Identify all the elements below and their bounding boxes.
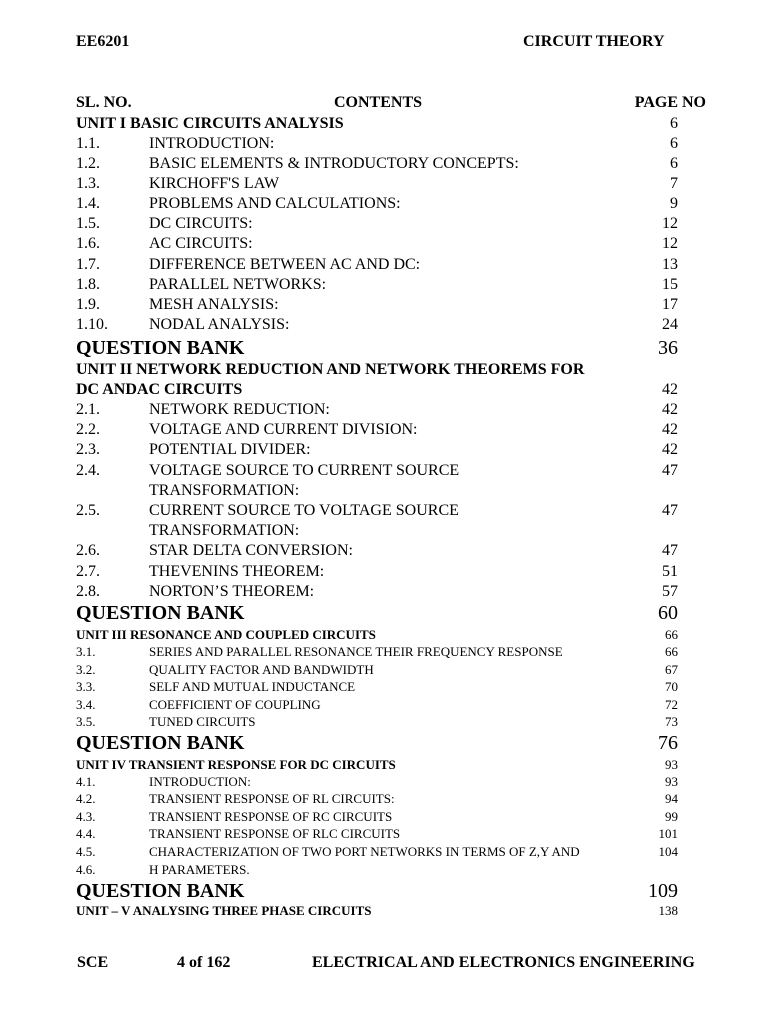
toc-item-number: 1.7.: [76, 256, 100, 273]
toc-item-number: 1.5.: [76, 215, 100, 232]
toc-page-number: 73: [665, 714, 678, 729]
toc-item-row: [76, 791, 706, 808]
toc-page-number: 70: [665, 679, 678, 694]
toc-item-number: 1.4.: [76, 195, 100, 212]
toc-item-title: H PARAMETERS.: [149, 862, 250, 877]
unit-heading-row: [76, 903, 706, 920]
toc-item-row: [76, 155, 706, 175]
toc-item-row: [76, 135, 706, 155]
toc-item-title: INTRODUCTION:: [149, 774, 251, 789]
toc-item-row: [76, 401, 706, 421]
toc-page-number: 6: [670, 135, 678, 152]
toc-page-number: 76: [658, 732, 678, 754]
toc-item-number: 3.2.: [76, 662, 96, 677]
unit-heading-row: [76, 627, 706, 644]
toc-item-number: 1.1.: [76, 135, 100, 152]
unit-heading-row: [76, 361, 706, 381]
toc-item-title: INTRODUCTION:: [149, 135, 275, 152]
toc-item-row: [76, 276, 706, 296]
toc-item-title: PARALLEL NETWORKS:: [149, 276, 327, 293]
toc-page-number: 72: [665, 697, 678, 712]
toc-item-title: QUESTION BANK: [76, 732, 245, 754]
toc-item-title: UNIT IV TRANSIENT RESPONSE FOR DC CIRCUITS: [76, 757, 396, 772]
toc-item-title: STAR DELTA CONVERSION:: [149, 542, 353, 559]
toc-item-title: QUESTION BANK: [76, 880, 245, 902]
toc-item-number: 4.3.: [76, 809, 96, 824]
toc-item-number: 4.2.: [76, 791, 96, 806]
toc-item-title: KIRCHOFF'S LAW: [149, 175, 280, 192]
toc-page-number: 101: [658, 826, 678, 841]
question-bank-row: [76, 602, 706, 626]
toc-page-number: 12: [662, 235, 678, 252]
toc-item-row: [76, 809, 706, 826]
toc-item-title: TRANSIENT RESPONSE OF RLC CIRCUITS: [149, 826, 401, 841]
toc-item-row: [76, 195, 706, 215]
toc-item-title: TUNED CIRCUITS: [149, 714, 256, 729]
toc-page-number: 15: [662, 276, 678, 293]
toc-item-row: [76, 522, 706, 542]
toc-item-number: 2.7.: [76, 563, 100, 580]
toc-item-number: 3.1.: [76, 644, 96, 659]
toc-item-title: VOLTAGE SOURCE TO CURRENT SOURCE: [149, 462, 460, 479]
toc-item-number: 3.4.: [76, 697, 96, 712]
toc-item-row: [76, 679, 706, 696]
col-sl-no: SL. NO.: [76, 94, 132, 111]
toc-page-number: 99: [665, 809, 678, 824]
toc-item-title: NODAL ANALYSIS:: [149, 316, 290, 333]
toc-page-number: 47: [662, 462, 678, 479]
toc-item-row: [76, 662, 706, 679]
toc-item-row: [76, 462, 706, 482]
toc-page-number: 47: [662, 502, 678, 519]
toc-item-number: 2.4.: [76, 462, 100, 479]
toc-item-row: [76, 697, 706, 714]
toc-page-number: 47: [662, 542, 678, 559]
toc-item-title: TRANSFORMATION:: [149, 522, 300, 539]
toc-item-title: NORTON’S THEOREM:: [149, 583, 315, 600]
toc-page-number: 24: [662, 316, 678, 333]
unit-heading-row: [76, 115, 706, 135]
toc-item-title: VOLTAGE AND CURRENT DIVISION:: [149, 421, 418, 438]
toc-item-number: 3.5.: [76, 714, 96, 729]
toc-item-row: [76, 175, 706, 195]
toc-item-number: 4.5.: [76, 844, 96, 859]
toc-item-title: UNIT II NETWORK REDUCTION AND NETWORK THEOREMS FOR: [76, 361, 585, 378]
toc-item-row: [76, 482, 706, 502]
toc-item-row: [76, 563, 706, 583]
toc-page-number: 104: [658, 844, 678, 859]
toc-item-row: [76, 215, 706, 235]
toc-item-title: CURRENT SOURCE TO VOLTAGE SOURCE: [149, 502, 459, 519]
toc-page-number: 67: [665, 662, 678, 677]
toc-item-title: MESH ANALYSIS:: [149, 296, 279, 313]
toc-page-number: 66: [665, 627, 678, 642]
toc-item-number: 2.1.: [76, 401, 100, 418]
toc-item-title: COEFFICIENT OF COUPLING: [149, 697, 321, 712]
toc-item-title: SERIES AND PARALLEL RESONANCE THEIR FREQUENCY RESPONSE: [149, 644, 563, 659]
toc-item-title: PROBLEMS AND CALCULATIONS:: [149, 195, 401, 212]
toc-item-row: [76, 774, 706, 791]
toc-item-title: CHARACTERIZATION OF TWO PORT NETWORKS IN TERMS OF Z,Y AND: [149, 844, 580, 859]
question-bank-row: [76, 732, 706, 756]
toc-item-row: [76, 583, 706, 603]
toc-page-number: 42: [662, 381, 678, 398]
toc-item-row: [76, 296, 706, 316]
toc-page-number: 42: [662, 421, 678, 438]
toc-item-number: 2.6.: [76, 542, 100, 559]
toc-page-number: 42: [662, 441, 678, 458]
toc-item-title: QUESTION BANK: [76, 337, 245, 359]
toc-item-row: [76, 235, 706, 255]
toc-page-number: 57: [662, 583, 678, 600]
toc-item-number: 2.3.: [76, 441, 100, 458]
unit-heading-row: [76, 381, 706, 401]
col-page-no: PAGE NO: [634, 94, 706, 111]
toc-item-title: TRANSIENT RESPONSE OF RC CIRCUITS: [149, 809, 393, 824]
toc-item-title: DC ANDAC CIRCUITS: [76, 381, 243, 398]
toc-item-title: QUESTION BANK: [76, 602, 245, 624]
toc-item-title: UNIT III RESONANCE AND COUPLED CIRCUITS: [76, 627, 376, 642]
toc-item-number: 1.3.: [76, 175, 100, 192]
toc-page-number: 36: [658, 337, 678, 359]
toc-item-row: [76, 256, 706, 276]
toc-item-title: POTENTIAL DIVIDER:: [149, 441, 311, 458]
toc-item-row: [76, 644, 706, 661]
toc-item-title: TRANSIENT RESPONSE OF RL CIRCUITS:: [149, 791, 395, 806]
toc-item-number: 2.8.: [76, 583, 100, 600]
toc-item-number: 1.10.: [76, 316, 108, 333]
toc-item-number: 4.6.: [76, 862, 96, 877]
toc-page-number: 13: [662, 256, 678, 273]
toc-item-title: AC CIRCUITS:: [149, 235, 253, 252]
toc-item-number: 2.5.: [76, 502, 100, 519]
toc-page-number: 51: [662, 563, 678, 580]
toc-item-row: [76, 441, 706, 461]
toc-item-title: UNIT I BASIC CIRCUITS ANALYSIS: [76, 115, 344, 132]
toc-item-title: NETWORK REDUCTION:: [149, 401, 330, 418]
toc-page-number: 9: [670, 195, 678, 212]
question-bank-row: [76, 337, 706, 361]
footer-institution: SCE: [77, 954, 109, 971]
toc-item-number: 3.3.: [76, 679, 96, 694]
toc-item-row: [76, 862, 706, 879]
toc-item-row: [76, 844, 706, 861]
toc-item-title: SELF AND MUTUAL INDUCTANCE: [149, 679, 356, 694]
toc-page-number: 94: [665, 791, 678, 806]
toc-item-number: 4.1.: [76, 774, 96, 789]
col-contents: CONTENTS: [334, 94, 423, 111]
toc-item-number: 1.6.: [76, 235, 100, 252]
toc-item-title: TRANSFORMATION:: [149, 482, 300, 499]
toc-page-number: 42: [662, 401, 678, 418]
toc-page-number: 93: [665, 757, 678, 772]
unit-heading-row: [76, 757, 706, 774]
toc-item-title: DIFFERENCE BETWEEN AC AND DC:: [149, 256, 421, 273]
toc-page-number: 7: [670, 175, 678, 192]
toc-page-number: 17: [662, 296, 678, 313]
toc-item-row: [76, 542, 706, 562]
toc-page-number: 6: [670, 155, 678, 172]
toc-item-title: BASIC ELEMENTS & INTRODUCTORY CONCEPTS:: [149, 155, 519, 172]
toc-item-number: 1.2.: [76, 155, 100, 172]
toc-item-title: QUALITY FACTOR AND BANDWIDTH: [149, 662, 374, 677]
toc-item-number: 1.8.: [76, 276, 100, 293]
footer-page-indicator: 4 of 162: [177, 954, 231, 971]
toc-item-row: [76, 714, 706, 731]
footer-department: ELECTRICAL AND ELECTRONICS ENGINEERING: [312, 954, 695, 971]
toc-item-number: 2.2.: [76, 421, 100, 438]
toc-page-number: 109: [648, 880, 678, 902]
toc-item-title: THEVENINS THEOREM:: [149, 563, 325, 580]
toc-page-number: 6: [670, 115, 678, 132]
toc-item-row: [76, 421, 706, 441]
course-code: EE6201: [76, 33, 130, 50]
toc-item-title: DC CIRCUITS:: [149, 215, 253, 232]
course-title: CIRCUIT THEORY: [523, 33, 665, 50]
toc-page-number: 66: [665, 644, 678, 659]
toc-item-row: [76, 316, 706, 336]
toc-page-number: 93: [665, 774, 678, 789]
toc-item-row: [76, 826, 706, 843]
toc-item-number: 1.9.: [76, 296, 100, 313]
question-bank-row: [76, 880, 706, 904]
toc-page-number: 138: [658, 903, 678, 918]
toc-item-title: UNIT – V ANALYSING THREE PHASE CIRCUITS: [76, 903, 372, 918]
toc-page-number: 12: [662, 215, 678, 232]
toc-item-number: 4.4.: [76, 826, 96, 841]
toc-page-number: 60: [658, 602, 678, 624]
toc-item-row: [76, 502, 706, 522]
